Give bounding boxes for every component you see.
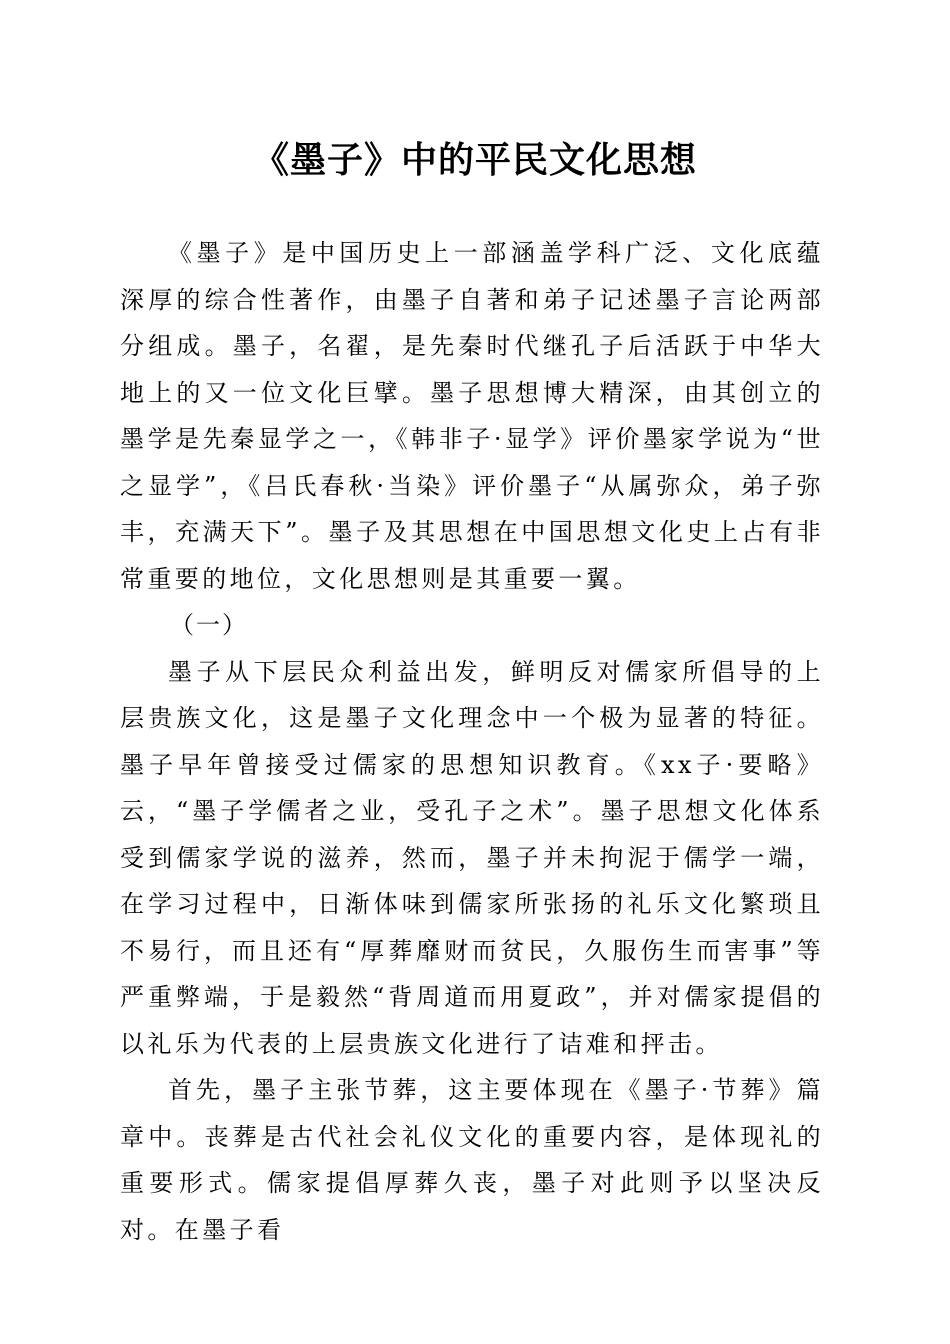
paragraph-opposition: 墨子从下层民众利益出发，鲜明反对儒家所倡导的上层贵族文化，这是墨子文化理念中一个极为显著的特征。墨子早年曾接受过儒家的思想知识教育。《xx子·要略》云，“墨子学儒者之业，受孔子之术”。墨子思想文化体系受到儒家学说的滋养，然而，墨子并未拘泥于儒学一端，在学习过程中，日渐体味到儒家所张扬的礼乐文化繁琐且不易行，而且还有“厚葬靡财而贫民，久服伤生而害事”等严重弊端，于是毅然“背周道而用夏政”，并对儒家提倡的以礼乐为代表的上层贵族文化进行了诘难和抨击。 [120, 657, 824, 1058]
paragraph-intro: 《墨子》是中国历史上一部涵盖学科广泛、文化底蕴深厚的综合性著作，由墨子自著和弟子记述墨子言论两部分组成。墨子，名翟，是先秦时代继孔子后活跃于中华大地上的又一位文化巨擘。墨子思想博大精深，由其创立的墨学是先秦显学之一，《韩非子·显学》评价墨家学说为“世之显学”，《吕氏春秋·当染》评价墨子“从属弥众，弟子弥丰，充满天下”。墨子及其思想在中国思想文化史上占有非常重要的地位，文化思想则是其重要一翼。 [120, 239, 824, 593]
paragraph-funeral: 首先，墨子主张节葬，这主要体现在《墨子·节葬》篇章中。丧葬是古代社会礼仪文化的重要内容，是体现礼的重要形式。儒家提倡厚葬久丧，墨子对此则予以坚决反对。在墨子看 [120, 1076, 824, 1244]
section-heading: （一） [170, 611, 248, 639]
page-title: 《墨子》中的平民文化思想 [252, 139, 697, 181]
document-body [120, 230, 824, 1253]
